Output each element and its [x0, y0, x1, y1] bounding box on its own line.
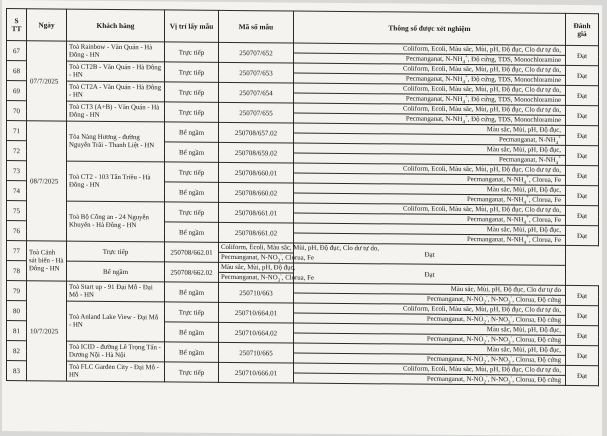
table-header-row [7, 9, 599, 46]
row-stt: 74 [7, 181, 27, 201]
row-result: Đạt [566, 105, 599, 125]
document-page [2, 0, 602, 436]
row-params: Màu sắc, Mùi, pH, Độ đục, Clo dư tự do [294, 283, 566, 295]
row-code: 250710/666.01 [219, 362, 294, 383]
row-params: Pecmanganat, $N-NO_2^-$, $N-NO_3^-$, Clorua, Độ cứng [294, 353, 566, 365]
row-customer: Toà Anland Lake View - Đại Mỗ - HN [67, 301, 165, 342]
row-stt: 79 [7, 281, 27, 301]
test-results-table [6, 8, 599, 386]
row-params: Pecmanganat, $N-NH_4^+$ [294, 153, 566, 165]
row-result: Đạt [566, 125, 599, 145]
row-params: Pecmanganat, $N-NH_4^+$, Độ cứng, TDS, Monochloramine [294, 93, 566, 105]
row-result: Đạt [566, 85, 599, 105]
row-params: Coliform, Ecoli, Màu sắc, Mùi, pH, Độ đục, Clo dư tự do, [294, 163, 566, 175]
row-params: Màu sắc, Mùi, pH, Độ đục, [219, 262, 294, 273]
row-position: Trực tiếp [165, 62, 219, 82]
row-params: Coliform, Ecoli, Màu sắc, Mùi, pH, Độ đục, Clo dư tự do, [294, 303, 566, 315]
row-params: Pecmanganat, $N-NH_4^+$, Clorua, Fe [294, 233, 566, 245]
row-position: Bể ngầm [165, 122, 219, 142]
row-params: Pecmanganat, $N-NH_4^+$, Clorua, Fe [294, 193, 566, 205]
row-position: Trực tiếp [67, 241, 165, 262]
header-day: Ngày [27, 9, 67, 41]
row-position: Bể ngầm [165, 222, 219, 242]
row-params: Pecmanganat, $N-NH_4^+$, Clorua, Fe [294, 213, 566, 225]
row-params: Coliform, Ecoli, Màu sắc, Mùi, pH, Độ đục, Clo dư tự do, [219, 242, 294, 253]
row-stt: 72 [7, 141, 27, 161]
row-params: Pecmanganat, $N-NH_4^+$, Clorua, Fe [294, 173, 566, 185]
row-stt: 76 [7, 221, 27, 241]
row-code: 250707/654 [219, 82, 294, 103]
row-params: Màu sắc, Mùi, pH, Độ đục, [294, 183, 566, 195]
header-stt: S TT [7, 9, 27, 41]
row-code: 250708/661.02 [219, 222, 294, 243]
row-stt: 80 [7, 301, 27, 321]
row-position: Trực tiếp [165, 42, 219, 62]
row-stt: 82 [7, 341, 27, 361]
row-result: Đạt [566, 185, 599, 205]
row-params: Pecmanganat, $N-NO_2^-$, $N-NO_3^-$, Clorua, Độ cứng [294, 333, 566, 345]
row-params: Màu sắc, Mùi, pH, Độ đục, [294, 343, 566, 355]
row-result: Đạt [566, 165, 599, 185]
row-params: Pecmanganat, $N-NH_4^+$, Độ cứng, TDS, Monochloramine [294, 53, 566, 65]
row-position: Trực tiếp [165, 202, 219, 222]
row-params: Coliform, Ecoli, Màu sắc, Mùi, pH, Độ đục, Clo dư tự do, [294, 363, 566, 375]
row-day: 08/7/2025 [27, 121, 67, 241]
row-result: Đạt [566, 45, 599, 65]
row-stt: 71 [7, 121, 27, 141]
row-position: Trực tiếp [165, 302, 219, 322]
row-params: Pecmanganat, $N-NO_2^-$, $N-NO_3^-$, Clorua, Độ cứng [294, 293, 566, 305]
row-day: 10/7/2025 [27, 281, 67, 381]
row-code: 250708/660.02 [219, 182, 294, 203]
row-params: Pecmanganat, $N-NO_2^-$, $N-NO_3^-$, Clorua, Độ cứng [294, 313, 566, 325]
row-stt: 70 [7, 101, 27, 121]
row-result: Đạt [566, 145, 599, 165]
row-code: 250708/662.01 [165, 242, 219, 262]
header-result: Đánh giá [566, 13, 599, 45]
row-params: Pecmanganat, $N-NH_4^+$, Độ cứng, TDS, Monochloramine [294, 73, 566, 85]
row-customer: Tòa Nàng Hương - đường Nguyễn Trãi - Thanh Liệt - HN [67, 121, 165, 162]
row-params: Màu sắc, Mùi, pH, Độ đục, [294, 143, 566, 155]
row-position: Bể ngầm [165, 342, 219, 362]
row-position: Trực tiếp [165, 82, 219, 102]
row-params: Màu sắc, Mùi, pH, Độ đục, [294, 323, 566, 335]
row-params: Pecmanganat, $N-NO_3^-$, Clorua, Fe [219, 272, 294, 283]
row-customer: Toà Rainbow - Văn Quán - Hà Đông - HN [67, 41, 165, 62]
row-code: 250708/662.02 [165, 262, 219, 282]
row-stt: 67 [7, 41, 27, 61]
row-result: Đạt [566, 225, 599, 245]
row-code: 250710/663 [219, 282, 294, 303]
row-params: Pecmanganat, $N-NO_2^-$, $N-NO_3^-$, Clorua, Độ cứng [294, 373, 566, 385]
row-code: 250708/661.01 [219, 202, 294, 223]
row-result: Đạt [566, 325, 599, 345]
row-position: Bể ngầm [165, 322, 219, 342]
row-result: Đạt [566, 65, 599, 85]
row-result: Đạt [566, 365, 599, 385]
row-params: Coliform, Ecoli, Màu sắc, Mùi, pH, Độ đục, Clo dư tự do, [294, 43, 566, 55]
row-code: 250708/659.02 [219, 142, 294, 163]
row-position: Bể ngầm [67, 261, 165, 282]
row-params: Pecmanganat, $N-NO_3^-$, Clorua, Fe [219, 252, 294, 263]
row-params: Coliform, Ecoli, Màu sắc, Mùi, pH, Độ đục, Clo dư tự do, [294, 83, 566, 95]
row-day: 07/7/2025 [27, 41, 67, 121]
row-code: 250707/655 [219, 102, 294, 123]
row-position: Trực tiếp [165, 102, 219, 122]
row-stt: 78 [7, 261, 27, 281]
row-stt: 83 [7, 361, 27, 381]
row-code: 250707/652 [219, 42, 294, 63]
row-position: Bể ngầm [165, 282, 219, 302]
row-params: Coliform, Ecoli, Màu sắc, Mùi, pH, Độ đục, Clo dư tự do, [294, 63, 566, 75]
header-code: Mã số mẫu [219, 10, 294, 43]
row-result: Đạt [566, 205, 599, 225]
row-stt: 69 [7, 81, 27, 101]
row-result: Đạt [566, 345, 599, 365]
row-position: Bể ngầm [165, 142, 219, 162]
row-customer: Toà CT2A - Văn Quán - Hà Đông - HN [67, 81, 165, 102]
row-params: Pecmanganat, $N-NH_4^+$, Độ cứng, TDS, Monochloramine [294, 113, 566, 125]
row-position: Trực tiếp [165, 162, 219, 182]
header-position: Vị trí lấy mẫu [165, 10, 219, 42]
row-stt: 81 [7, 321, 27, 341]
row-result: Đạt [294, 243, 566, 265]
row-code: 250707/653 [219, 62, 294, 83]
row-result: Đạt [566, 285, 599, 305]
row-stt: 77 [7, 241, 27, 261]
header-customer: Khách hàng [67, 9, 165, 42]
row-params: Màu sắc, Mùi, pH, Độ đục, [294, 223, 566, 235]
row-stt: 75 [7, 201, 27, 221]
header-params: Thông số được xét nghiệm [294, 11, 566, 45]
row-code: 250708/657.02 [219, 122, 294, 143]
row-code: 250708/660.01 [219, 162, 294, 183]
row-params: Màu sắc, Mùi, pH, Độ đục, [294, 123, 566, 135]
row-position: Bể ngầm [165, 182, 219, 202]
row-stt: 73 [7, 161, 27, 181]
row-customer: Toà Bộ Công an - 24 Nguyễn Khuyến - Hà Đông - HN [67, 201, 165, 242]
row-customer: Toà CT2 - 103 Tân Triều - Hà Đông - HN [67, 161, 165, 202]
row-customer: Toà Cảnh sát biển - Hà Đông - HN [27, 241, 67, 281]
row-stt: 68 [7, 61, 27, 81]
row-params: Coliform, Ecoli, Màu sắc, Mùi, pH, Độ đục, Clo dư tự do, [294, 203, 566, 215]
row-customer: Toà ICID - đường Lê Trọng Tấn - Dương Nội - Hà Nội [67, 341, 165, 362]
row-params: Coliform, Ecoli, Màu sắc, Mùi, pH, Độ đục, Clo dư tự do, [294, 103, 566, 115]
row-code: 250710/664.02 [219, 322, 294, 343]
row-customer: Toà CT2B - Văn Quán - Hà Đông - HN [67, 61, 165, 82]
row-result: Đạt [294, 263, 566, 285]
row-result: Đạt [566, 305, 599, 325]
row-customer: Toà CT3 (A+B) - Văn Quán - Hà Đông - HN [67, 101, 165, 122]
row-params: Pecmanganat, $N-NH_4^+$ [294, 133, 566, 145]
row-customer: Toà Start up - 91 Đại Mỗ - Đại Mỗ - HN [67, 281, 165, 302]
row-customer: Toà FLC Garden City - Đại Mỗ - HN [67, 361, 165, 382]
row-code: 250710/664.01 [219, 302, 294, 323]
row-position: Trực tiếp [165, 362, 219, 382]
row-code: 250710/665 [219, 342, 294, 363]
